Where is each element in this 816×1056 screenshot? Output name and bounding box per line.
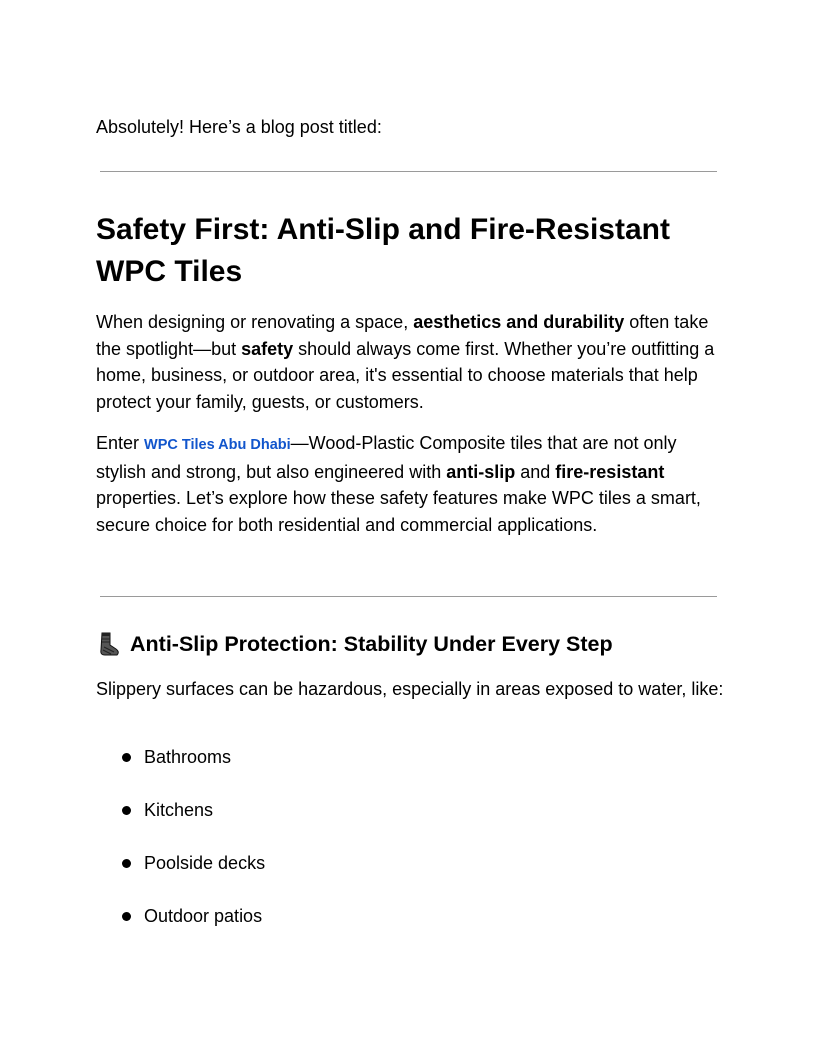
paragraph-text: often take the spotlight—but <box>96 312 709 359</box>
enter-paragraph <box>96 430 726 538</box>
paragraph-text: and <box>515 461 556 482</box>
list-item-label: Bathrooms <box>144 747 232 767</box>
horizontal-rule <box>100 596 717 597</box>
list-item-label: Outdoor patios <box>144 906 263 926</box>
bold-text: safety <box>241 338 294 359</box>
paragraph-text: Enter <box>96 433 145 453</box>
list-item <box>96 903 265 956</box>
section-paragraph: Slippery surfaces can be hazardous, especially in areas exposed to water, like: <box>96 679 724 699</box>
bullet-list <box>96 744 265 956</box>
bold-text: anti-slip <box>446 461 516 482</box>
paragraph-text: should always come first. Whether you’re outfitting a home, business, or outdoor area, it's essential to choose materials that help protect your family, guests, or customers. <box>96 338 715 412</box>
horizontal-rule <box>100 171 717 172</box>
bullet-dot <box>122 859 131 868</box>
paragraph-text: When designing or renovating a space, <box>96 312 414 332</box>
wpc-tiles-link[interactable]: WPC Tiles Abu Dhabi <box>144 437 291 453</box>
bullet-dot <box>122 753 131 762</box>
list-item <box>96 850 265 903</box>
list-item <box>96 744 265 797</box>
bullet-dot <box>122 806 131 815</box>
bullet-dot <box>122 912 131 921</box>
page-title: Safety First: Anti-Slip and Fire-Resistant WPC Tiles <box>96 213 670 288</box>
list-item <box>96 797 265 850</box>
bold-text: aesthetics and durability <box>413 312 625 332</box>
bold-text: fire-resistant <box>555 461 665 482</box>
intro-text: Absolutely! Here’s a blog post titled: <box>96 117 382 137</box>
paragraph-text: —Wood-Plastic Composite tiles that are not only stylish and strong, but also engineered with <box>96 433 677 482</box>
sock-icon <box>96 631 122 657</box>
paragraph-text: properties. Let’s explore how these safety features make WPC tiles a smart, secure choice for both residential and commercial applications. <box>96 488 701 535</box>
section-heading <box>96 628 613 660</box>
list-item-label: Kitchens <box>144 800 214 820</box>
list-item-label: Poolside decks <box>144 853 266 873</box>
intro-paragraph <box>96 309 726 415</box>
section-heading-text: Anti-Slip Protection: Stability Under Every Step <box>130 632 613 656</box>
